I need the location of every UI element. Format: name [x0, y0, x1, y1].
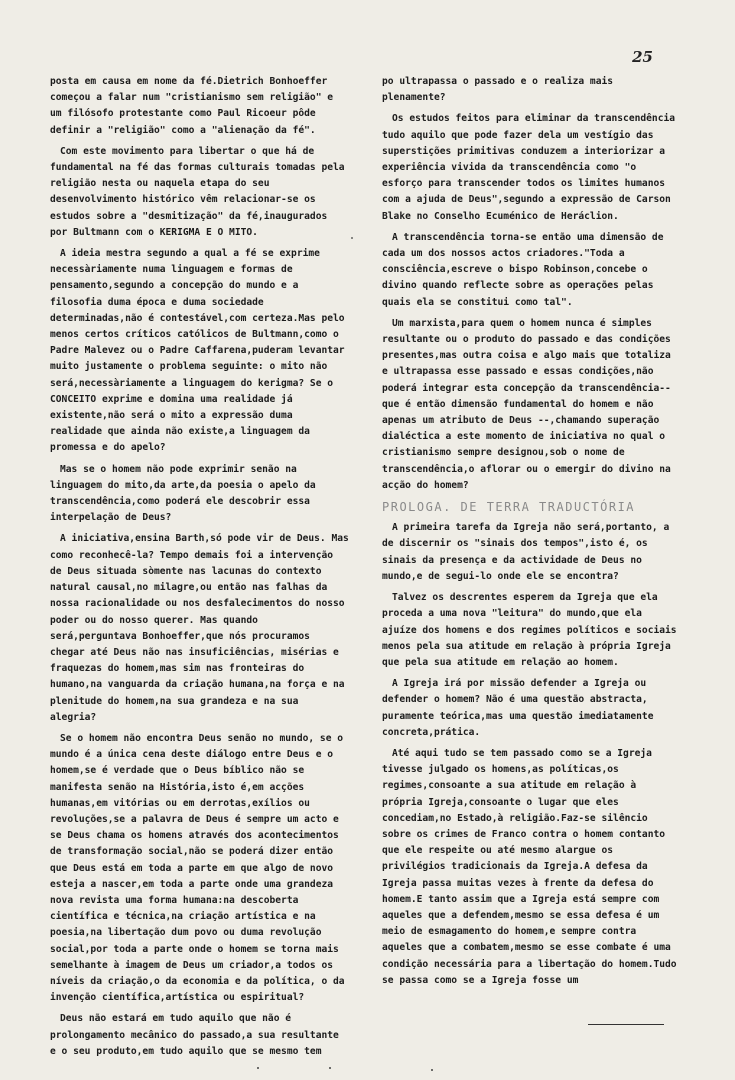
paragraph: Talvez os descrentes esperem da Igreja que ela proceda a uma nova "leitura" do mundo,que ela ajuíze dos homens e dos regimes políticos e sociais menos pela sua atitude em relação à própria Igreja que pela sua atitude em relação ao homem.	[382, 592, 677, 668]
paragraph: Mas se o homem não pode exprimir senão na linguagem do mito,da arte,da poesia o apelo da transcendência,como poderá ele descobrir essa interpelação de Deus?	[50, 463, 316, 524]
paragraph: Deus não estará em tudo aquilo que não é prolongamento mecânico do passado,a sua resultante e o seu produto,em tudo aquilo que se mesmo tem	[50, 1013, 339, 1057]
paragraph: A iniciativa,ensina Barth,só pode vir de Deus. Mas como reconhecê-la? Tempo demais foi a intervenção de Deus situada sòmente nas lacunas do contexto natural causal,no milagre,ou então nas falhas da nossa racionalidade ou nos desfalecimentos do nosso poder ou do nosso querer. Mas quando será,perguntava Bonhoeffer,que nós procuramos chegar até Deus não nas insuficiências, misérias e fraquezas do homem,mas sim nas fronteiras do humano,na vanguarda da criação humana,na força e na plenitude do homem,na sua grandeza e na sua alegria?	[50, 533, 349, 723]
right-column	[382, 74, 678, 994]
paragraph: posta em causa em nome da fé.Dietrich Bonhoeffer começou a falar num "cristianismo sem religião" e um filósofo protestante como Paul Ricoeur pôde definir a "religião" como a "alienação da fé".	[50, 76, 334, 136]
paragraph: Um marxista,para quem o homem nunca é simples resultante ou o produto do passado e das condições presentes,mas outra coisa e algo mais que totaliza e ultrapassa esse passado e essas condições,não poderá integrar esta concepção da transcendência--que é então dimensão fundamental do homem e não apenas um atributo de Deus --,chamando superação dialéctica a este momento de iniciativa no qual o cristianismo sempre designou,sob o nome de transcendência,o aflorar ou o emergir do divino na acção do homem?	[382, 317, 671, 491]
paragraph: A ideia mestra segundo a qual a fé se exprime necessàriamente numa linguagem e formas de pensamento,segundo a concepção do mundo e a filosofia duma época e duma sociedade determinadas,não é contestável,com certeza.Mas pelo menos certos críticos católicos de Bultmann,como o Padre Malevez ou o Padre Caffarena,puderam levantar muito justamente o problema seguinte: o mito não será,necessàriamente a linguagem do kerigma? Se o CONCEITO exprime e domina uma realidade já existente,não será o mito a expressão duma realidade que ainda não existe,a linguagem da promessa e do apelo?	[50, 248, 345, 454]
page-number: 25	[632, 48, 653, 66]
left-column	[50, 74, 350, 1065]
paragraph: A transcendência torna-se então uma dimensão de cada um dos nossos actos criadores."Toda a consciência,escreve o bispo Robinson,concebe o divino quando reflecte sobre as operações pelas quais ela se constitui como tal".	[382, 231, 664, 308]
paragraph: A Igreja irá por missão defender a Igreja ou defender o homem? Não é uma questão abstracta, puramente teórica,mas uma questão imediatamente concreta,prática.	[382, 678, 654, 738]
paragraph: A primeira tarefa da Igreja não será,portanto, a de discernir os "sinais dos tempos",isto é, os sinais da presença e da actividade de Deus no mundo,e de segui-lo onde ele se encontra?	[382, 522, 670, 582]
section-heading: PROLOGA. DE TERRA TRADUCTÓRIA	[382, 500, 636, 515]
footer-rule	[588, 1024, 664, 1025]
paragraph: Com este movimento para libertar o que há de fundamental na fé das formas culturais tomadas pela religião nesta ou naquela etapa do seu desenvolvimento histórico vêm relacionar-se os estudos sobre a "desmitização" da fé,inaugurados por Bultmann com o KERIGMA E O MITO.	[50, 145, 345, 238]
paragraph: po ultrapassa o passado e o realiza mais plenamente?	[382, 76, 614, 104]
paragraph: Se o homem não encontra Deus senão no mundo, se o mundo é a única cena deste diálogo entre Deus e o homem,se é verdade que o Deus bíblico não se manifesta senão na História,isto é,em acções humanas,em vitórias ou em derrotas,exílios ou revoluções,se a palavra de Deus é sempre um acto e se Deus chama os homens através dos acontecimentos de transformação social,não se poderá dizer então que Deus está em toda a parte em que algo de novo esteja a nascer,em toda a parte onde uma grandeza nova revista uma forma humana:na descoberta científica e técnica,na criação artística e na poesia,na libertação dum povo ou duma revolução social,por toda a parte onde o homem se torna mais semelhante à imagem de Deus um criador,a todos os níveis da criação,o da economia e da política, o da invenção científica,artística ou espiritual?	[50, 732, 345, 1004]
paragraph: Até aqui tudo se tem passado como se a Igreja tivesse julgado os homens,as políticas,os regimes,consoante a sua atitude em relação à própria Igreja,consoante o lugar que eles concediam,no Estado,à religião.Faz-se silêncio sobre os crimes de Franco contra o homem contanto que ele respeite ou até mesmo alargue os privilégios tradicionais da Igreja.A defesa da Igreja passa muitas vezes à frente da defesa do homem.E tanto assim que a Igreja está sempre com aqueles que a defendem,mesmo se essa defesa é um meio de esmagamento do homem,e sempre contra aqueles que a combatem,mesmo se esse combate é uma condição necessária para a libertação do homem.Tudo se passa como se a Igreja fosse um	[382, 747, 677, 986]
paragraph: Os estudos feitos para eliminar da transcendência tudo aquilo que pode fazer dela um vestígio das superstições primitivas conduzem a interiorizar a experiência vivida da transcendência como "o esforço para transcender todos os limites humanos com a ajuda de Deus",segundo a expressão de Carson Blake no Conselho Ecuménico de Heráclion.	[382, 113, 676, 222]
